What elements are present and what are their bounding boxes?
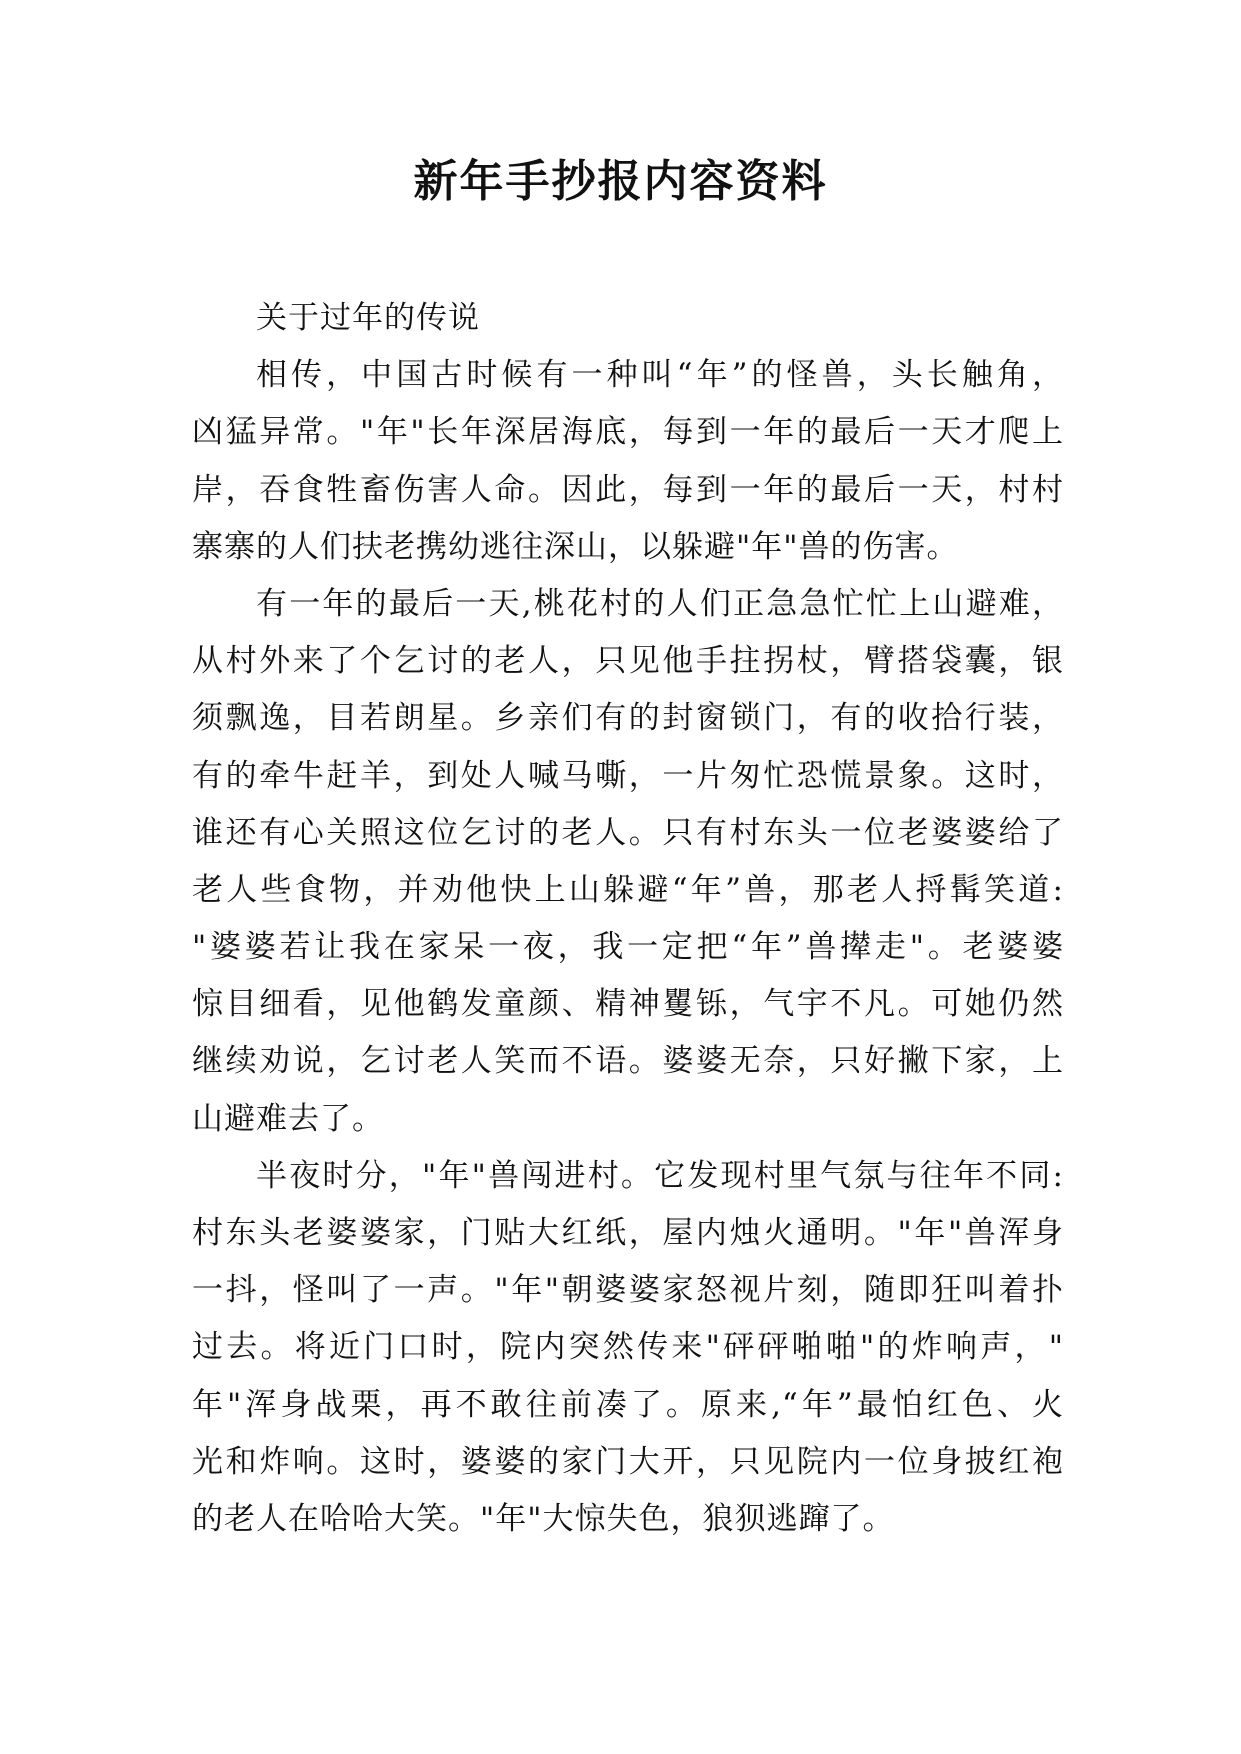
paragraph-line: 谁还有心关照这位乞讨的老人。只有村东头一位老婆婆给了 xyxy=(192,814,1064,851)
paragraph-line: 的老人在哈哈大笑。"年"大惊失色，狼狈逃蹿了。 xyxy=(192,1500,895,1537)
paragraph xyxy=(192,576,1064,1148)
paragraph-line: 年"浑身战栗，再不敢往前凑了。原来,“年”最怕红色、火 xyxy=(192,1386,1064,1423)
paragraph xyxy=(192,347,1064,576)
paragraph-line: 半夜时分，"年"兽闯进村。它发现村里气氛与往年不同: xyxy=(256,1157,1064,1194)
paragraph-line: 惊目细看，见他鹤发童颜、精神矍铄，气宇不凡。可她仍然 xyxy=(192,986,1064,1023)
document-body xyxy=(192,290,1064,1548)
paragraph-line: 村东头老婆婆家，门贴大红纸，屋内烛火通明。"年"兽浑身 xyxy=(192,1215,1064,1251)
paragraph-line: 老人些食物，并劝他快上山躲避“年”兽，那老人捋髯笑道: xyxy=(192,871,1064,908)
paragraph-line: 寨寨的人们扶老携幼逃往深山，以躲避"年"兽的伤害。 xyxy=(192,528,959,565)
paragraph-line: 过去。将近门口时，院内突然传来"砰砰啪啪"的炸响声，" xyxy=(192,1329,1064,1366)
paragraph-line: 光和炸响。这时，婆婆的家门大开，只见院内一位身披红袍 xyxy=(192,1443,1064,1480)
paragraph-line: 须飘逸，目若朗星。乡亲们有的封窗锁门，有的收拾行装， xyxy=(192,700,1064,737)
paragraph-line: 继续劝说，乞讨老人笑而不语。婆婆无奈，只好撇下家，上 xyxy=(192,1043,1064,1080)
paragraph-line: 有一年的最后一天,桃花村的人们正急急忙忙上山避难， xyxy=(256,585,1064,622)
paragraph-line: 山避难去了。 xyxy=(192,1100,384,1137)
paragraph-line: "婆婆若让我在家呆一夜，我一定把“年”兽撵走"。老婆婆 xyxy=(192,929,1064,966)
section-heading: 关于过年的传说 xyxy=(256,300,480,336)
paragraph-line: 相传，中国古时候有一种叫“年”的怪兽，头长触角， xyxy=(256,357,1064,394)
paragraph-line: 有的牵牛赶羊，到处人喊马嘶，一片匆忙恐慌景象。这时， xyxy=(192,757,1064,794)
paragraph-line: 岸，吞食牲畜伤害人命。因此，每到一年的最后一天，村村 xyxy=(192,471,1064,508)
paragraph xyxy=(192,1148,1064,1548)
paragraph-line: 从村外来了个乞讨的老人，只见他手拄拐杖，臂搭袋囊，银 xyxy=(192,643,1064,680)
document-title: 新年手抄报内容资料 xyxy=(413,156,828,207)
paragraph-line: 凶猛异常。"年"长年深居海底，每到一年的最后一天才爬上 xyxy=(192,414,1064,451)
paragraph-line: 一抖，怪叫了一声。"年"朝婆婆家怒视片刻，随即狂叫着扑 xyxy=(192,1272,1064,1309)
